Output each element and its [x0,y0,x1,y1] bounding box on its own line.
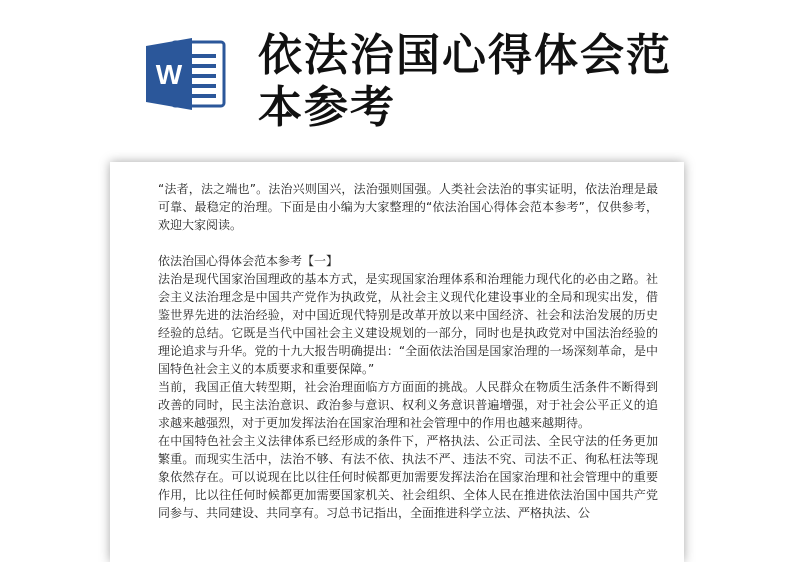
document-page [110,162,684,562]
document-body [158,180,658,522]
word-icon-letter: W [155,59,183,90]
body-paragraph: 当前，我国正值大转型期，社会治理面临方方面面的挑战。人民群众在物质生活条件不断得到改善的同时，民主法治意识、政治参与意识、权利义务意识普遍增强，对于社会公平正义的追求越来越强烈，对于更加发挥法治在国家治理和社会管理中的作用也越来越期待。 [158,380,658,430]
page-title: 依法治国心得体会范本参考 [258,30,672,133]
body-paragraph: 法治是现代国家治国理政的基本方式，是实现国家治理体系和治理能力现代化的必由之路。社会主义法治理念是中国共产党作为执政党，从社会主义现代化建设事业的全局和现实出发，借鉴世界先进的法治经验，对中国近现代特别是改革开放以来中国经济、社会和法治发展的历史经验的总结。它既是当代中国社会主义建设规划的一部分，同时也是执政党对中国法治经验的理论追求与升华。党的十九大报告明确提出：“全面依法治国是国家治理的一场深刻革命，是中国特色社会主义的本质要求和重要保障。” [158,272,658,376]
paragraph-gap [158,234,658,252]
section-heading: 依法治国心得体会范本参考【一】 [158,254,339,268]
body-paragraph: 在中国特色社会主义法律体系已经形成的条件下，严格执法、公正司法、全民守法的任务更加繁重。而现实生活中，法治不够、有法不依、执法不严、违法不究、司法不正、徇私枉法等现象依然存在。可以说现在比以往任何时候都更加需要发挥法治在国家治理和社会管理中的重要作用，比以往任何时候都更加需要国家机关、社会组织、全体人民在推进依法治国中国共产党同参与、共同建设、共同享有。习总书记指出，全面推进科学立法、严格执法、公 [158,434,658,520]
intro-paragraph: “法者，法之端也”。法治兴则国兴，法治强则国强。人类社会法治的事实证明，依法治理是最可靠、最稳定的治理。下面是由小编为大家整理的“依法治国心得体会范本参考”，仅供参考，欢迎大家阅读。 [158,182,658,232]
word-doc-icon [142,34,230,114]
document-header [0,0,800,160]
